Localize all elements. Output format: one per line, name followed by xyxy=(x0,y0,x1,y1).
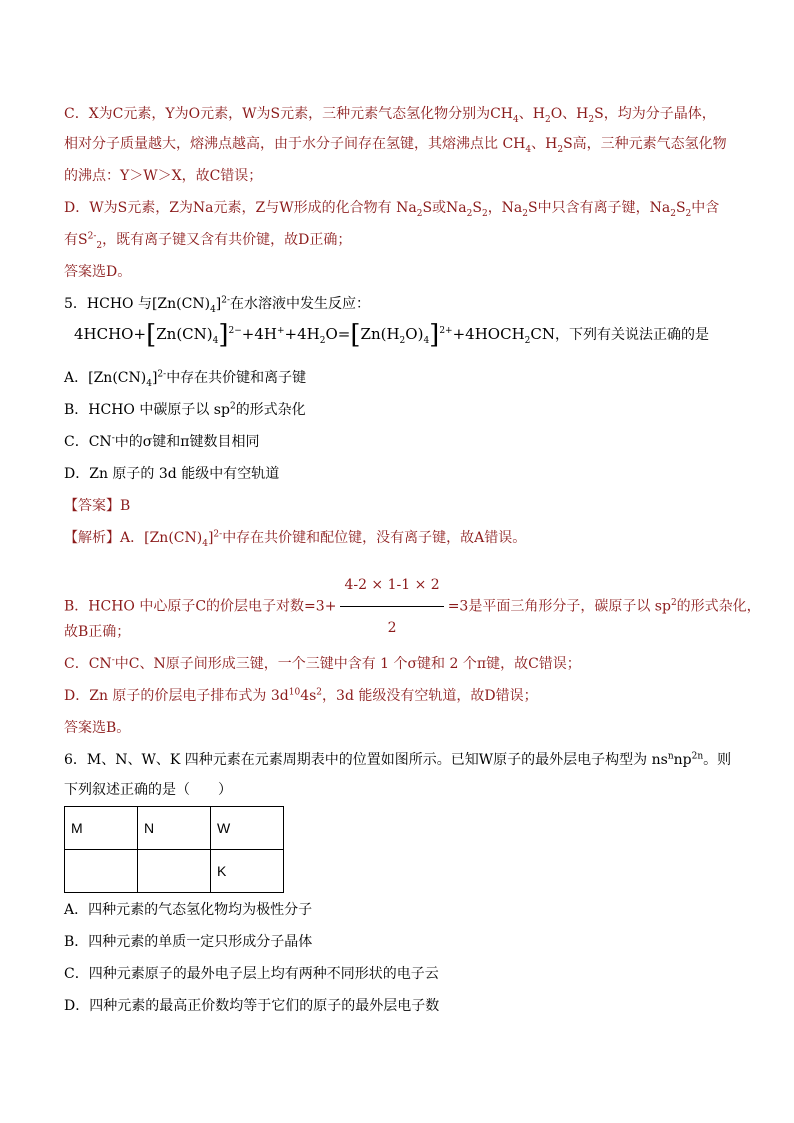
answer-block xyxy=(64,496,130,516)
option-c-line-1: C．X为C元素，Y为O元素，W为S元素，三种元素气态氢化物分别为$CH_4$、$H_2O$、$H_2S$，均为分子晶体， xyxy=(64,106,716,125)
table-cell: M xyxy=(65,807,138,850)
q6-option-a: A．四种元素的气态氢化物均为极性分子 xyxy=(64,902,313,918)
table-cell xyxy=(138,850,211,893)
explanation-tag: 【解析】 xyxy=(64,530,120,546)
periodic-table-fragment xyxy=(64,806,284,893)
answer-q4: 答案选D。 xyxy=(64,264,132,280)
option-c-line-2: 相对分子质量越大，熔沸点越高，由于水分子间存在氢键，其熔沸点比 $CH_4$、$H_2S$高，三种元素气态氢化物 xyxy=(64,136,727,155)
option-d-line-1: D．W为S元素，Z为Na元素，Z与W形成的化合物有 $Na_2S$或$Na_2S_2$，$Na_2S$中只含有离子键，$Na_2S_2$中含 xyxy=(64,200,720,219)
option-d-line-2: 有$S^{2-}_2$，既有离子键又含有共价键，故D正确； xyxy=(64,231,352,251)
option-c-line-3: 的沸点：Y＞W＞X，故C错误； xyxy=(64,168,263,184)
q6-option-d: D．四种元素的最高正价数均等于它们的原子的最外层电子数 xyxy=(64,998,440,1014)
question-6-stem-2: 下列叙述正确的是（ ） xyxy=(64,782,232,798)
explanation-c: C．CN-中C、N原子间形成三键，一个三键中含有 1 个σ键和 2 个π键，故C错误； xyxy=(64,655,581,672)
q6-option-b: B．四种元素的单质一定只形成分子晶体 xyxy=(64,934,313,950)
question-5-stem: 5．HCHO 与$[Zn(CN)_4]^{2-}$在水溶液中发生反应： xyxy=(64,295,371,315)
q6-option-c: C．四种元素原子的最外电子层上均有两种不同形状的电子云 xyxy=(64,966,439,982)
table-row xyxy=(65,850,284,893)
answer-value: B xyxy=(120,498,131,514)
answer-tag: 【答案】 xyxy=(64,498,120,514)
reaction-equation: $4HCHO+[Zn(CN)_4]^{2-}+4H^++4H_2O=[Zn(H_2O)_4]^{2+}+4HOCH_2CN$，下列有关说法正确的是 xyxy=(74,320,710,350)
explanation-b-cont: 故B正确； xyxy=(64,624,131,640)
q5-option-a: A．$[Zn(CN)_4]^{2-}$中存在共价键和离子键 xyxy=(64,369,307,389)
explanation-b: B．HCHO 中心原子C的价层电子对数=3+ $\frac{4-2 \times 1-1 \times 2}{2}$ =3是平面三角形分子，碳原子以 $sp^2$的形式杂化， xyxy=(64,566,761,647)
q5-option-d: D．Zn 原子的 3d 能级中有空轨道 xyxy=(64,466,280,482)
table-cell: N xyxy=(138,807,211,850)
answer-q5: 答案选B。 xyxy=(64,720,131,736)
table-cell: K xyxy=(211,850,284,893)
table-cell xyxy=(65,850,138,893)
table-cell: W xyxy=(211,807,284,850)
table-row xyxy=(65,807,284,850)
q5-option-b: B．HCHO 中碳原子以 $sp^2$的形式杂化 xyxy=(64,401,306,418)
valence-fraction: $\frac{4-2 \times 1-1 \times 2}{2}$ xyxy=(340,566,443,647)
question-6-stem-1: 6．M、N、W、K 四种元素在元素周期表中的位置如图所示。已知W原子的最外层电子构型为 $ns^nnp^{2n}$。则 xyxy=(64,751,732,768)
explanation-d: D．Zn 原子的价层电子排布式为 $3d^{10}4s^2$，3d 能级没有空轨道，故D错误； xyxy=(64,687,538,704)
q5-option-c: C．CN-中的σ键和π键数目相同 xyxy=(64,433,260,450)
explanation-a: 【解析】A．$[Zn(CN)_4]^{2-}$中存在共价键和配位键，没有离子键，故A错误。 xyxy=(64,529,527,549)
